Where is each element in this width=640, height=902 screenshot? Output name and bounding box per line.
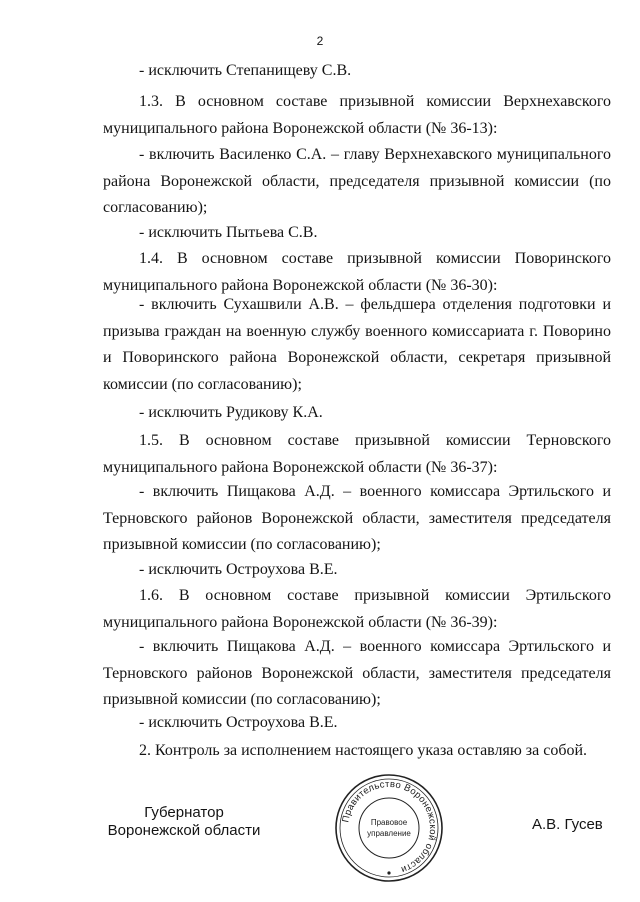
paragraph-exclude-stepanishcheva: - исключить Степанищеву С.В. <box>139 62 352 79</box>
page-number: 2 <box>316 34 324 48</box>
signatory-title-line1: Губернатор <box>144 804 224 821</box>
paragraph-include-pishchakov-1: - включить Пищакова А.Д. – военного комиссара Эртильского и Терновского районов Воронежской области, заместителя председателя призывной комиссии (по согласованию); <box>103 483 611 553</box>
stamp-ring-text: Правительство Воронежской области <box>340 778 439 876</box>
paragraph-1-4-heading: 1.4. В основном составе призывной комиссии Поворинского муниципального района Воронежской области (№ 36-30): <box>103 250 611 294</box>
paragraph-1-6-heading: 1.6. В основном составе призывной комиссии Эртильского муниципального района Воронежской области (№ 36-39): <box>103 587 611 631</box>
paragraph-include-sukhashvili: - включить Сухашвили А.В. – фельдшера отделения подготовки и призыва граждан на военную службу военного комиссариата г. Поворино и Поворинского района Воронежской области, секретаря призывной комиссии (по согласованию); <box>103 296 611 393</box>
paragraph-1-3-heading <box>103 89 611 142</box>
official-stamp <box>333 772 445 884</box>
stamp-star-icon <box>387 871 390 874</box>
paragraph-exclude-ostroukhov-1: - исключить Остроухова В.Е. <box>139 561 338 578</box>
paragraph-exclude-rudikova: - исключить Рудикову К.А. <box>139 404 323 421</box>
paragraph-exclude-pytyev: - исключить Пытьева С.В. <box>139 224 318 241</box>
signatory-title-line2: Воронежской области <box>107 822 261 839</box>
signatory-name: А.В. Гусев <box>532 816 603 833</box>
signatory-title <box>104 804 264 840</box>
paragraph-include-vasilenko: - включить Василенко С.А. – главу Верхнехавского муниципального района Воронежской области, председателя призывной комиссии (по согласованию); <box>103 146 611 216</box>
paragraph-exclude-ostroukhov-2: - исключить Остроухова В.Е. <box>139 714 338 731</box>
paragraph-include-pishchakov-2: - включить Пищакова А.Д. – военного комиссара Эртильского и Терновского районов Воронежской области, заместителя председателя призывной комиссии (по согласованию); <box>103 638 611 708</box>
stamp-center-line1: Правовое <box>370 818 408 827</box>
paragraph-1-5-heading: 1.5. В основном составе призывной комиссии Терновского муниципального района Воронежской области (№ 36-37): <box>103 432 611 476</box>
stamp-center-line2: управление <box>367 829 411 838</box>
paragraph-1-3-text: 1.3. В основном составе призывной комиссии Верхнехавского муниципального района Воронежской области (№ 36-13): <box>103 93 611 137</box>
paragraph-control-clause: 2. Контроль за исполнением настоящего указа оставляю за собой. <box>139 742 588 759</box>
